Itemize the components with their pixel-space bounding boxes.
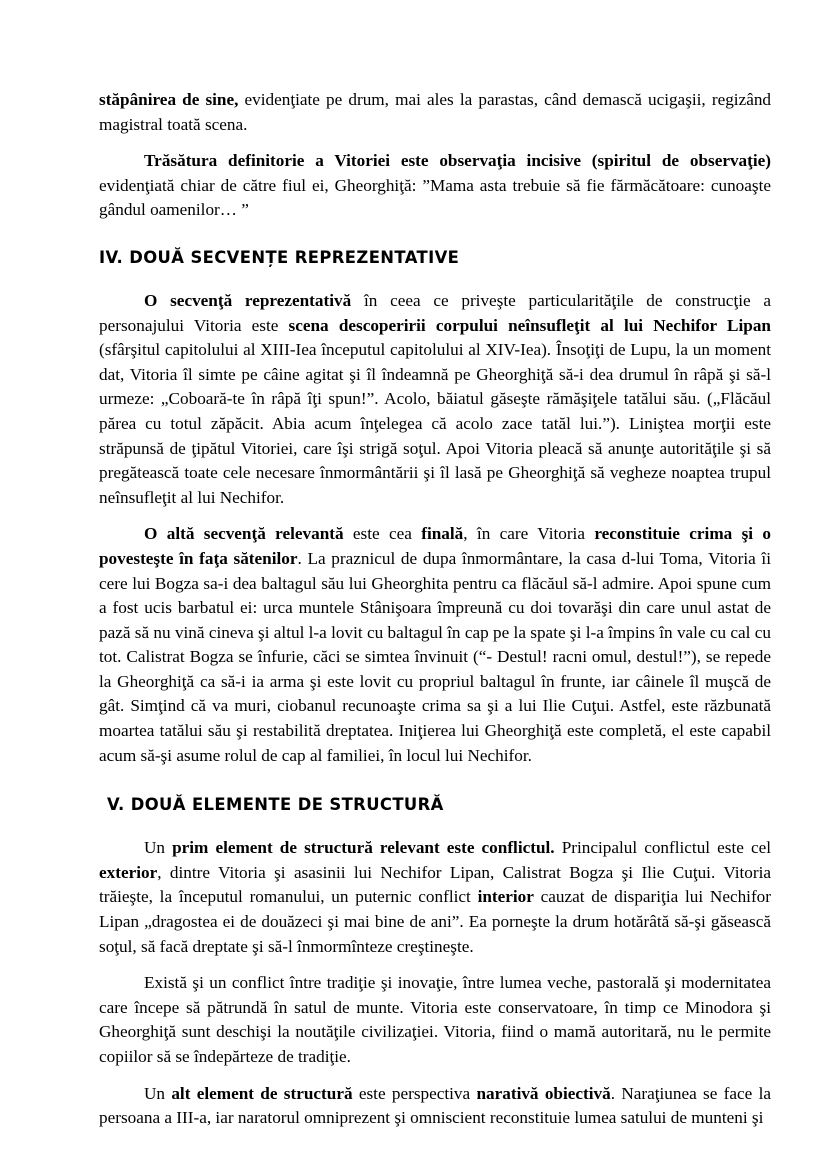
paragraph-o-alta-secventa-relevanta: [99, 522, 771, 768]
paragraph-un-prim-element-de-structura: [99, 836, 771, 959]
paragraph-exista-conflict-traditie-inovatie: [99, 971, 771, 1069]
section-iv-content: [99, 289, 771, 768]
text-run-bold: finală: [421, 524, 464, 544]
paragraph-spacer: [99, 137, 771, 149]
paragraph-un-alt-element-de-structura: [99, 1082, 771, 1131]
paragraph-spacer: [99, 510, 771, 522]
section-heading-iv: IV. DOUĂ SECVENȚE REPREZENTATIVE: [99, 247, 460, 267]
paragraph-trasatura-definitorie: [99, 149, 771, 223]
text-run: evidenţiată chiar de către fiul ei, Gheorghiţă: ”Mama asta trebuie să fie fărmăcătoare: cunoaşte gândul oamenilor… ”: [99, 175, 771, 220]
text-run-bold: interior: [477, 887, 534, 907]
text-run: . Naraţiunea se face la persoana a III-a, iar naratorul omniprezent şi omniscient reconstituie lumea satului de munteni şi: [99, 1083, 771, 1128]
paragraph-o-secventa-reprezentativa: [99, 289, 771, 510]
text-run: evidenţiate pe drum, mai ales la parastas, când demască ucigaşii, regizând magistral toată scena.: [99, 90, 772, 134]
intro-paragraph-group: [99, 88, 771, 223]
text-run: . La praznicul de dupa înmormântare, la casa d-lui Toma, Vitoria îi cere lui Bogza sa-i dea baltagul său lui Gheorghita pentru ca flăcăul să-l admire. Apoi spune cum a fost ucis barbatul ei: urca muntele Stânişoara împreună cu doi tovarăşi din care unul astat de pază să nu vină cineva şi altul l-a lovit cu baltagul în cap pe la spate şi l-a împins în vale cu cal cu tot. Calistrat Bogza se înfurie, căci se simtea învinuit (“- Destul! racni omul, destul!”), se repede la Gheorghiţă ca să-i ia arma şi este lovit cu propriul baltagul în frunte, iar câinele îl muşcă de gât. Simţind că va muri, ciobanul recunoaşte crima sa şi a lui Ilie Cuţui. Astfel, este răzbunată moartea tatălui său şi restabilită dreptatea. Iniţierea lui Gheorghiţă este completă, el este capabil acum să-şi asume rolul de cap al familiei, în locul lui Nechifor.: [99, 548, 771, 765]
paragraph-spacer: [99, 959, 771, 971]
text-run: , dintre Vitoria şi asasinii lui Nechifor Lipan, Calistrat Bogza şi Ilie Cuţui. Vitoria trăieşte, la începutul romanului, un puternic conflict: [99, 862, 771, 907]
section-v-content: [99, 836, 771, 1131]
section-heading-v: V. DOUĂ ELEMENTE DE STRUCTURĂ: [107, 795, 444, 815]
text-run-bold: reconstituie crima şi o povesteşte în faţa sătenilor: [99, 524, 771, 568]
text-run-bold: scena descoperirii corpului neînsufleţit al lui Nechifor Lipan: [288, 315, 771, 335]
text-run: Un: [144, 838, 173, 858]
text-run: în ceea ce priveşte particularităţile de construcţie a personajului Vitoria este: [99, 290, 771, 335]
text-run-bold: O altă secvenţă relevantă: [144, 524, 344, 544]
text-run-bold: O secvenţă reprezentativă: [144, 290, 352, 310]
text-run: este perspectiva: [352, 1083, 477, 1103]
text-run-bold: alt element de structură: [171, 1083, 353, 1103]
text-run-bold: narativă obiectivă: [476, 1083, 611, 1103]
text-run: , în care Vitoria: [463, 524, 595, 544]
paragraph-stapanirea-de-sine: [99, 88, 771, 137]
document-body: [99, 88, 771, 1131]
text-run-bold: prim element de structură relevant este conflictul.: [172, 838, 555, 858]
text-run: Principalul conflictul este cel: [554, 838, 771, 858]
text-run-bold: Trăsătura definitorie a Vitoriei este observaţia incisive (spiritul de observaţie): [144, 151, 771, 171]
paragraph-spacer: [99, 1070, 771, 1082]
text-run: este cea: [343, 524, 422, 544]
text-run: (sfârşitul capitolului al XIII-Iea începutul capitolului al XIV-Iea). Însoţiţi de Lupu, la un moment dat, Vitoria îl simte pe câine agitat şi îl îndeamnă pe Gheorghiţă să-i dea drumul în râpă şi să-l urmeze: „Coboară-te în râpă îţi spun!”. Acolo, băiatul găseşte rămăşiţele tatălui său. („Flăcăul părea cu totul zăpăcit. Abia acum înţelegea că acolo zace tatăl lui.”). Liniştea morţii este străpunsă de ţipătul Vitoriei, care îşi strigă soţul. Apoi Vitoria pleacă să anunţe autorităţile şi să pregătească toate cele necesare înmormântării şi îl lasă pe Gheorghiţă să vegheze noaptea trupul neînsufleţit al lui Nechifor.: [99, 340, 771, 507]
text-run: Un: [144, 1083, 172, 1103]
text-run-bold: exterior: [99, 862, 158, 882]
text-run-bold: stăpânirea de sine,: [99, 90, 239, 109]
text-run: cauzat de dispariţia lui Nechifor Lipan „dragostea ei de douăzeci şi mai bine de ani”. Ea porneşte la drum hotărâtă să-şi găsească soţul, să facă dreptate şi să-l înmormînteze creştineşte.: [99, 887, 771, 956]
text-run: Există şi un conflict între tradiţie şi inovaţie, între lumea veche, pastorală şi modernitatea care începe să pătrundă în satul de munte. Vitoria este conservatoare, în timp ce Minodora şi Gheorghiţă sunt deschişi la noutăţile civilizaţiei. Vitoria, fiind o mamă autoritară, nu le permite copiilor să se îndepărteze de tradiţie.: [99, 973, 771, 1066]
